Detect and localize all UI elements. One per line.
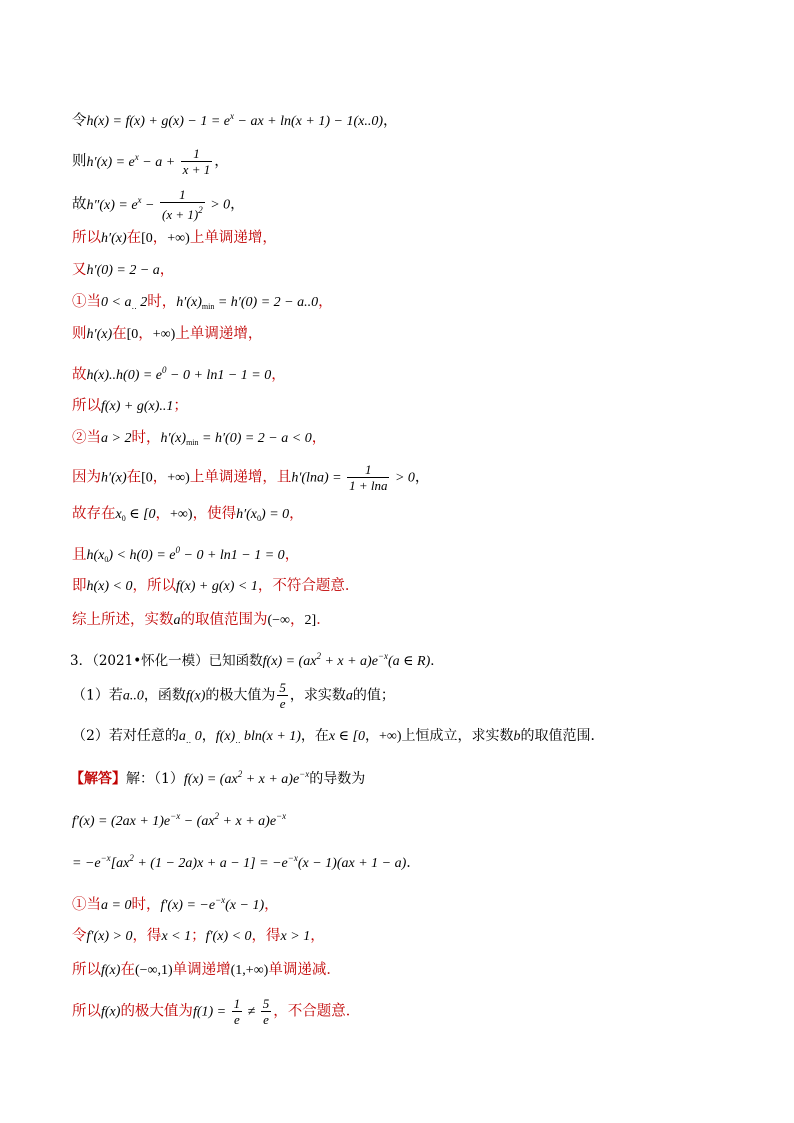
solution-line-5: 又h′(0) = 2 − a， <box>72 262 175 278</box>
math: > 0 <box>206 197 231 213</box>
case-a-zero: ①当a = 0时，$f'(x) = -e^{-x}(x - 1)$， <box>72 895 279 913</box>
solution-line-6: ①当$0 < a_‥$ 2时，$h'(x)_{min} = h'(0) = 2 - a..0$， <box>72 294 333 311</box>
text: 则 <box>72 153 87 170</box>
problem-3-part-1: （1）若a..0，函数f(x)的极大值为 $\frac{5}{e}$ ，求实数a的值； <box>72 680 395 711</box>
solution-line-13: 且$h(x_0) < h(0) = e^0 - 0 + \ln 1 - 1 = 0$， <box>72 545 300 564</box>
text: ， <box>230 196 245 213</box>
solution-line-12: 故存在$x_0$ ∈ [0，+∞)，使得$h'(x_0) = 0$， <box>72 506 304 523</box>
problem-3-part-2: （2）若对任意的$a_‥$ 0，$f(x)_‥$ bln(x + 1)，在x ∈ [0，+∞)上恒成立，求实数b的取值范围． <box>72 728 605 745</box>
math: $h(x) = f(x) + g(x) - 1 = e^x$ − ax + ln(x + 1) − 1(x..0) <box>86 111 383 129</box>
solution-line-15: 综上所述，实数a的取值范围为(−∞，2]． <box>72 612 331 628</box>
solution-line-9: 所以f(x) + g(x)..1； <box>72 398 188 414</box>
math: $h''(x) = e^x$ − <box>86 194 158 213</box>
fraction: $\frac{1}{x + 1}$ <box>182 146 211 177</box>
solution-line-11: 因为h′(x)在[0，+∞)上单调递增，且h′(lna) = $\frac{1}{1 + \ln a}$ > 0， <box>72 462 430 493</box>
derivative-line-1: $f'(x) = (2ax + 1)e^{-x} - (ax^2 + x + a)e^{-x}$ <box>72 811 287 829</box>
solution-line-14: 即h(x) < 0，所以f(x) + g(x) < 1，不符合题意． <box>72 578 360 594</box>
solution-line-2 <box>72 146 229 177</box>
derivative-line-2: = $-e^{-x}[ax^2 + (1 - 2a)x + a - 1] = -e^{-x}(x - 1)(ax + 1 - a)$． <box>72 853 421 871</box>
solution-line-10: ②当a > 2时，$h'(x)_{min} = h'(0) = 2 - a < 0$， <box>72 430 327 447</box>
text: 故 <box>72 196 87 213</box>
answer-label: 【解答】 <box>70 771 126 787</box>
text: 令 <box>72 113 87 129</box>
sign-analysis: 令f′(x) > 0，得x < 1；f′(x) < 0，得x > 1， <box>72 928 325 944</box>
problem-3-statement: 3．（2021•怀化一模）已知函数$f(x) = (ax^2 + x + a)e^{-x}(a$ ∈ R)． <box>70 651 444 669</box>
text: ， <box>214 153 229 170</box>
solution-line-8: 故$h(x)..h(0) = e^0 - 0 + \ln 1 - 1 = 0$， <box>72 365 286 383</box>
monotonic-intervals: 所以f(x)在(−∞,1)单调递增(1,+∞)单调递减． <box>72 962 341 978</box>
answer-heading: 【解答】解：$(1)f(x) = (ax^2 + x + a)e^{-x}$的导数为 <box>70 769 366 787</box>
solution-line-4: 所以h′(x)在[0，+∞)上单调递增， <box>72 230 277 246</box>
solution-line-7: 则h′(x)在[0，+∞)上单调递增， <box>72 326 263 342</box>
fraction: $\frac{1}{(x + 1)^2}$ <box>161 187 203 222</box>
text: ， <box>382 113 398 129</box>
solution-line-3 <box>72 187 245 222</box>
math: $h'(x) = e^x - a$ + <box>86 151 179 170</box>
max-value-conclusion: 所以f(x)的极大值为f(1) = $\frac{1}{e}$ ≠ $\frac{5}{e}$ ，不合题意． <box>72 996 361 1027</box>
solution-line-1 <box>72 106 397 132</box>
